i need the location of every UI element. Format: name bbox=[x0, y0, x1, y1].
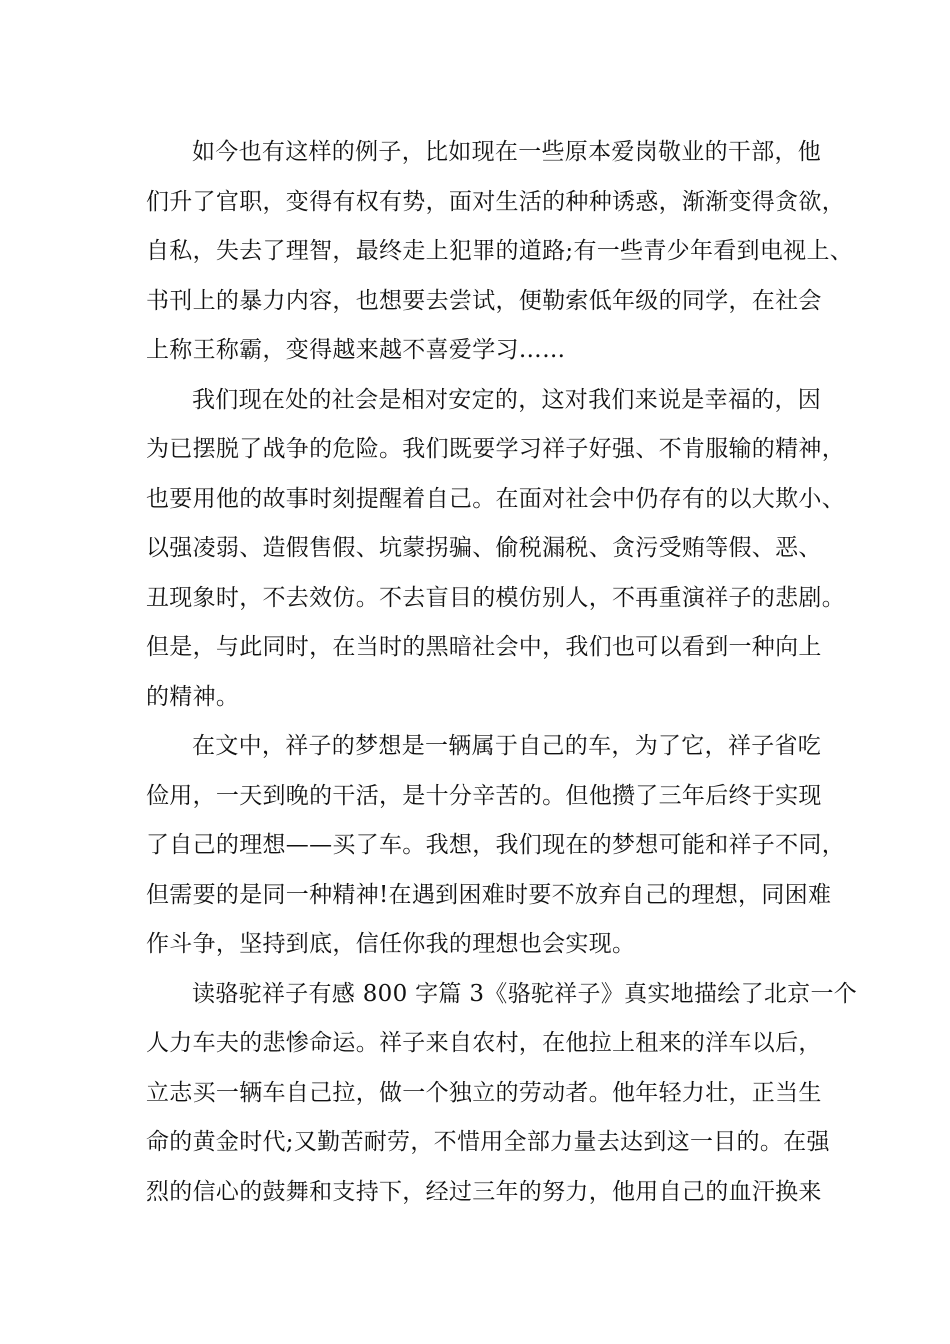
text-line: 命的黄金时代;又勤苦耐劳，不惜用全部力量去达到这一目的。在强 bbox=[146, 1129, 830, 1155]
paragraph-2 bbox=[146, 376, 845, 723]
text-line: 了自己的理想——买了车。我想，我们现在的梦想可能和祥子不同， bbox=[146, 832, 845, 858]
text-line: 但需要的是同一种精神!在遇到困难时要不放弃自己的理想，同困难 bbox=[146, 881, 832, 908]
document-body bbox=[146, 128, 858, 1217]
paragraph-4 bbox=[146, 970, 858, 1218]
text-line: 烈的信心的鼓舞和支持下，经过三年的努力，他用自己的血汗换来 bbox=[146, 1178, 822, 1205]
text-line: 我们现在处的社会是相对安定的，这对我们来说是幸福的，因 bbox=[192, 386, 822, 413]
text-line: 但是，与此同时，在当时的黑暗社会中，我们也可以看到一种向上 bbox=[146, 634, 822, 660]
paragraph-1 bbox=[146, 128, 854, 376]
text-line: 上称王称霸，变得越来越不喜爱学习…… bbox=[146, 337, 566, 363]
text-line: 也要用他的故事时刻提醒着自己。在面对社会中仍存有的以大欺小、 bbox=[146, 485, 845, 512]
text-line: 如今也有这样的例子，比如现在一些原本爱岗敬业的干部，他 bbox=[192, 139, 822, 165]
paragraph-3 bbox=[146, 722, 845, 970]
text-line: 作斗争，坚持到底，信任你我的理想也会实现。 bbox=[146, 931, 636, 957]
text-line: 俭用，一天到晚的干活，是十分辛苦的。但他攒了三年后终于实现 bbox=[146, 782, 822, 809]
text-line: 的精神。 bbox=[146, 683, 240, 710]
text-line: 书刊上的暴力内容，也想要去尝试，便勒索低年级的同学，在社会 bbox=[146, 287, 822, 314]
text-line: 人力车夫的悲惨命运。祥子来自农村，在他拉上租来的洋车以后， bbox=[146, 1030, 822, 1056]
text-line: 自私，失去了理智，最终走上犯罪的道路;有一些青少年看到电视上、 bbox=[146, 238, 854, 264]
text-line: 读骆驼祥子有感 800 字篇 3《骆驼祥子》真实地描绘了北京一个 bbox=[192, 980, 858, 1007]
text-line: 立志买一辆车自己拉，做一个独立的劳动者。他年轻力壮，正当生 bbox=[146, 1079, 822, 1106]
text-line: 们升了官职，变得有权有势，面对生活的种种诱惑，渐渐变得贪欲， bbox=[146, 188, 845, 215]
text-line: 以强凌弱、造假售假、坑蒙拐骗、偷税漏税、贪污受贿等假、恶、 bbox=[146, 535, 822, 561]
text-line: 丑现象时，不去效仿。不去盲目的模仿别人，不再重演祥子的悲剧。 bbox=[146, 584, 845, 611]
text-line: 为已摆脱了战争的危险。我们既要学习祥子好强、不肯服输的精神， bbox=[146, 436, 845, 462]
text-line: 在文中，祥子的梦想是一辆属于自己的车，为了它，祥子省吃 bbox=[192, 733, 822, 759]
